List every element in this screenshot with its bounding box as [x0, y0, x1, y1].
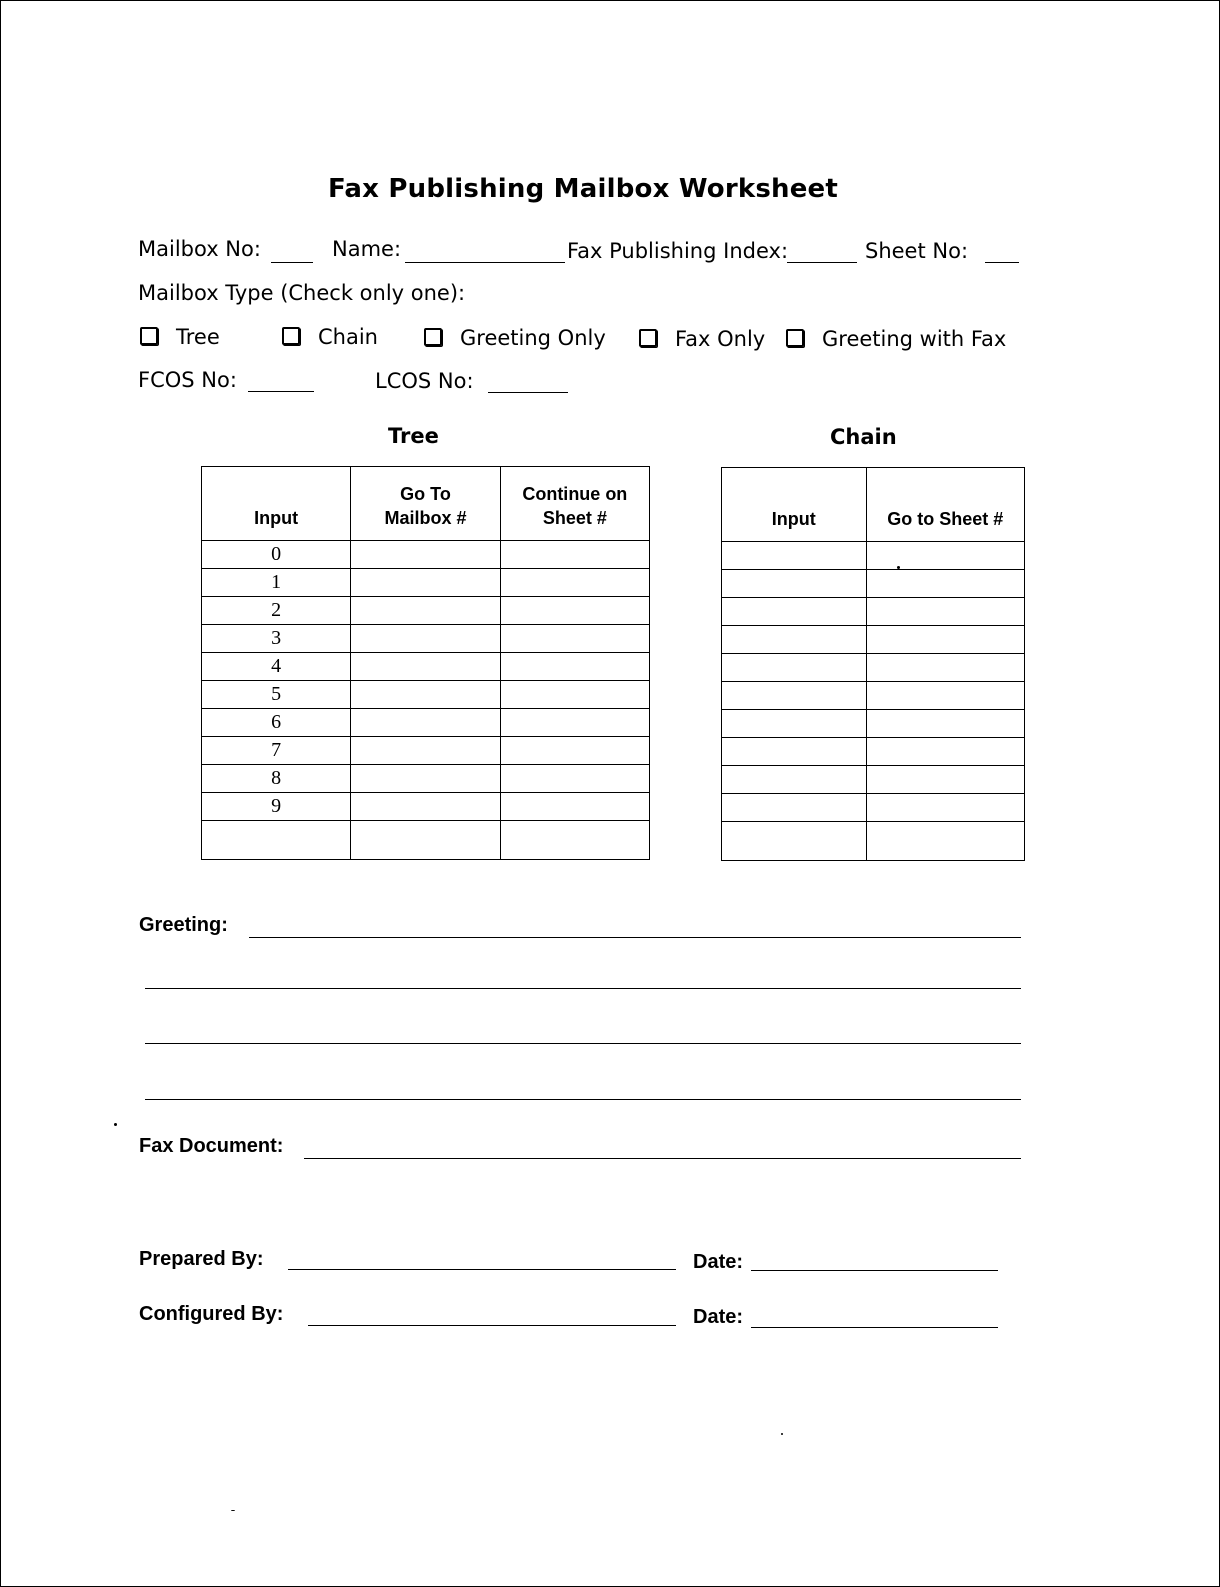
sheet-no-label: Sheet No: [865, 239, 969, 263]
scan-speck [781, 1433, 783, 1435]
type-option-chain[interactable] [282, 325, 378, 349]
greeting-line-1[interactable] [249, 937, 1021, 938]
configured-date-label: Date: [693, 1306, 744, 1328]
goto-cell[interactable] [351, 821, 500, 860]
mailbox-no-field[interactable] [271, 262, 313, 263]
chain-col-goto: Go to Sheet # [866, 468, 1024, 542]
type-option-label: Chain [318, 325, 378, 349]
chain-input-cell[interactable] [722, 710, 867, 738]
goto-cell[interactable] [351, 793, 500, 821]
type-option-greeting-with-fax[interactable] [786, 327, 1006, 351]
chain-input-cell[interactable] [722, 682, 867, 710]
table-row [202, 709, 650, 737]
sheet-no-field[interactable] [985, 262, 1019, 263]
checkbox-chain[interactable] [282, 327, 300, 345]
continue-cell[interactable] [500, 821, 649, 860]
chain-goto-cell[interactable] [866, 542, 1024, 570]
chain-goto-cell[interactable] [866, 682, 1024, 710]
prepared-date-label: Date: [693, 1251, 744, 1273]
chain-input-cell[interactable] [722, 822, 867, 861]
goto-cell[interactable] [351, 597, 500, 625]
chain-table [721, 467, 1025, 861]
chain-col-input: Input [722, 468, 867, 542]
goto-cell[interactable] [351, 737, 500, 765]
greeting-line-4[interactable] [145, 1099, 1021, 1100]
continue-cell[interactable] [500, 541, 649, 569]
continue-cell[interactable] [500, 709, 649, 737]
chain-input-cell[interactable] [722, 794, 867, 822]
type-option-label: Greeting Only [460, 326, 606, 350]
goto-cell[interactable] [351, 653, 500, 681]
type-option-label: Tree [176, 325, 220, 349]
input-cell[interactable] [202, 821, 351, 860]
header-line: Continue on [522, 484, 628, 504]
input-cell: 3 [202, 625, 351, 653]
continue-cell[interactable] [500, 681, 649, 709]
table-row [722, 542, 1025, 570]
table-row [202, 737, 650, 765]
table-row [202, 793, 650, 821]
goto-cell[interactable] [351, 681, 500, 709]
table-row [722, 570, 1025, 598]
tree-col-continue [500, 467, 649, 541]
tree-col-goto [351, 467, 500, 541]
table-row [722, 710, 1025, 738]
table-row [722, 738, 1025, 766]
table-row [202, 541, 650, 569]
chain-input-cell[interactable] [722, 570, 867, 598]
header-line: Mailbox # [384, 508, 467, 528]
type-option-label: Greeting with Fax [822, 327, 1007, 351]
table-row [202, 765, 650, 793]
prepared-date-line[interactable] [751, 1270, 998, 1271]
input-cell: 2 [202, 597, 351, 625]
chain-goto-cell[interactable] [866, 570, 1024, 598]
continue-cell[interactable] [500, 765, 649, 793]
goto-cell[interactable] [351, 625, 500, 653]
continue-cell[interactable] [500, 737, 649, 765]
lcos-label: LCOS No: [375, 369, 474, 393]
prepared-by-line[interactable] [288, 1269, 676, 1270]
chain-input-cell[interactable] [722, 766, 867, 794]
table-row [722, 654, 1025, 682]
checkbox-fax-only[interactable] [639, 329, 657, 347]
table-row [202, 569, 650, 597]
continue-cell[interactable] [500, 597, 649, 625]
chain-goto-cell[interactable] [866, 626, 1024, 654]
table-row [202, 597, 650, 625]
table-row [722, 766, 1025, 794]
configured-by-label: Configured By: [139, 1303, 284, 1325]
continue-cell[interactable] [500, 569, 649, 597]
input-cell: 6 [202, 709, 351, 737]
scan-speck [897, 566, 900, 569]
page-title: Fax Publishing Mailbox Worksheet [328, 174, 839, 204]
greeting-line-2[interactable] [145, 988, 1021, 989]
checkbox-greeting-with-fax[interactable] [786, 329, 804, 347]
table-row [722, 626, 1025, 654]
table-row [202, 821, 650, 860]
chain-input-cell[interactable] [722, 542, 867, 570]
header-line: Go To [400, 484, 451, 504]
chain-input-cell[interactable] [722, 598, 867, 626]
type-option-greeting-only[interactable] [424, 326, 606, 350]
configured-by-line[interactable] [308, 1325, 676, 1326]
table-row [202, 681, 650, 709]
continue-cell[interactable] [500, 653, 649, 681]
table-row [722, 682, 1025, 710]
goto-cell[interactable] [351, 709, 500, 737]
checkbox-greeting-only[interactable] [424, 328, 442, 346]
input-cell: 9 [202, 793, 351, 821]
greeting-label: Greeting: [139, 914, 228, 936]
chain-input-cell[interactable] [722, 738, 867, 766]
chain-heading: Chain [830, 425, 897, 449]
input-cell: 0 [202, 541, 351, 569]
header-line: Sheet # [542, 508, 607, 528]
fax-document-label: Fax Document: [139, 1135, 284, 1157]
prepared-by-label: Prepared By: [139, 1248, 264, 1270]
mailbox-type-label: Mailbox Type (Check only one): [138, 281, 466, 305]
chain-goto-cell[interactable] [866, 822, 1024, 861]
type-option-fax-only[interactable] [639, 327, 765, 351]
table-row [202, 653, 650, 681]
tree-table [201, 466, 650, 860]
chain-goto-cell[interactable] [866, 766, 1024, 794]
name-label: Name: [332, 237, 402, 261]
checkbox-tree[interactable] [140, 327, 158, 345]
chain-goto-cell[interactable] [866, 738, 1024, 766]
tree-col-input: Input [202, 467, 351, 541]
chain-input-cell[interactable] [722, 626, 867, 654]
chain-goto-cell[interactable] [866, 710, 1024, 738]
fax-document-line[interactable] [304, 1158, 1021, 1159]
lcos-field[interactable] [488, 392, 568, 393]
table-row [722, 598, 1025, 626]
tree-header-row [202, 467, 650, 541]
mailbox-no-label: Mailbox No: [138, 237, 261, 261]
continue-cell[interactable] [500, 793, 649, 821]
goto-cell[interactable] [351, 569, 500, 597]
index-field[interactable] [787, 262, 857, 263]
scan-speck [231, 1510, 235, 1511]
fcos-field[interactable] [248, 391, 314, 392]
greeting-line-3[interactable] [145, 1043, 1021, 1044]
configured-date-line[interactable] [751, 1327, 998, 1328]
name-field[interactable] [405, 262, 565, 263]
scan-speck [114, 1123, 117, 1126]
input-cell: 5 [202, 681, 351, 709]
table-row [722, 822, 1025, 861]
index-label: Fax Publishing Index: [567, 239, 789, 263]
chain-goto-cell[interactable] [866, 794, 1024, 822]
chain-input-cell[interactable] [722, 654, 867, 682]
table-row [722, 794, 1025, 822]
type-option-tree[interactable] [140, 325, 220, 349]
goto-cell[interactable] [351, 765, 500, 793]
chain-goto-cell[interactable] [866, 598, 1024, 626]
input-cell: 8 [202, 765, 351, 793]
chain-header-row [722, 468, 1025, 542]
fcos-label: FCOS No: [138, 368, 237, 392]
chain-goto-cell[interactable] [866, 654, 1024, 682]
input-cell: 7 [202, 737, 351, 765]
goto-cell[interactable] [351, 541, 500, 569]
table-row [202, 625, 650, 653]
type-option-label: Fax Only [675, 327, 766, 351]
input-cell: 4 [202, 653, 351, 681]
input-cell: 1 [202, 569, 351, 597]
continue-cell[interactable] [500, 625, 649, 653]
tree-heading: Tree [388, 424, 439, 448]
